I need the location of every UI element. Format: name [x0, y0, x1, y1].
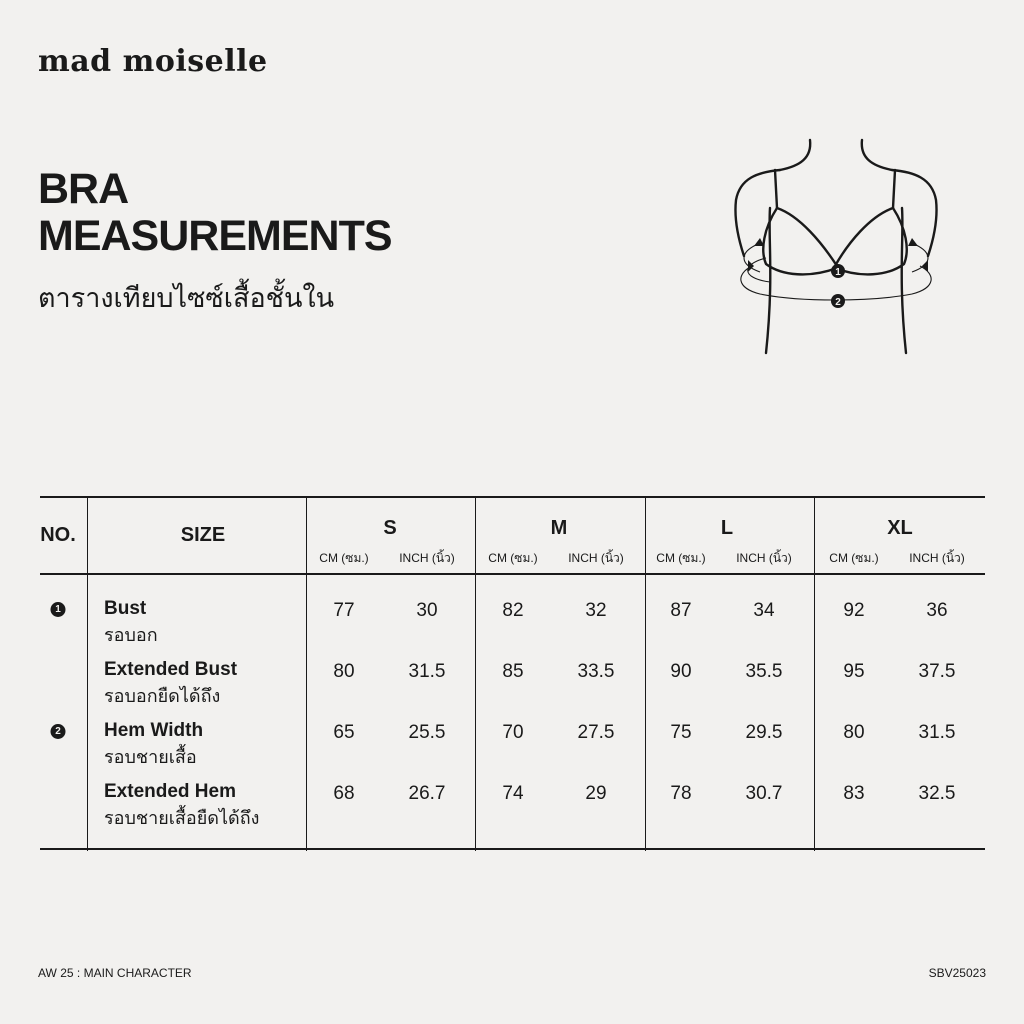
- row-label-extended-hem-thai: รอบชายเสื้อยืดได้ถึง: [104, 808, 260, 828]
- table-cell: 68: [333, 783, 355, 804]
- footer-collection: AW 25 : MAIN CHARACTER: [38, 966, 192, 980]
- diagram-marker-2: 2: [835, 297, 841, 308]
- table-divider: [814, 496, 815, 851]
- table-cell: 90: [670, 661, 692, 682]
- unit-inch: INCH (นิ้ว): [399, 551, 455, 565]
- page-title-line-2: MEASUREMENTS: [38, 212, 392, 260]
- unit-cm: CM (ซม.): [319, 551, 369, 565]
- table-cell: 26.7: [408, 783, 446, 804]
- page-title-line-1: BRA: [38, 165, 129, 213]
- table-header-rule: [40, 573, 985, 575]
- header-no: NO.: [40, 524, 76, 546]
- unit-inch: INCH (นิ้ว): [736, 551, 792, 565]
- header-size-m: M: [550, 517, 568, 539]
- table-cell: 32: [585, 600, 607, 621]
- table-divider: [306, 496, 307, 851]
- row-label-extended-bust-thai: รอบอกยืดได้ถึง: [104, 686, 221, 706]
- footer-product-code: SBV25023: [928, 966, 986, 980]
- table-cell: 30: [416, 600, 438, 621]
- page-title: [38, 166, 392, 260]
- table-cell: 31.5: [918, 722, 956, 743]
- table-cell: 25.5: [408, 722, 446, 743]
- size-chart-table: [40, 496, 985, 851]
- table-cell: 34: [753, 600, 775, 621]
- page-subtitle-thai: ตารางเทียบไซซ์เสื้อชั้นใน: [38, 283, 335, 313]
- table-cell: 80: [843, 722, 865, 743]
- row-label-hem-width: Hem Width: [104, 720, 204, 741]
- brand-logo: mad moiselle: [38, 44, 268, 79]
- unit-inch: INCH (นิ้ว): [568, 551, 624, 565]
- table-cell: 31.5: [408, 661, 446, 682]
- row-label-extended-bust: Extended Bust: [104, 659, 238, 680]
- header-size-xl: XL: [887, 517, 913, 539]
- row-label-hem-width-thai: รอบชายเสื้อ: [104, 747, 197, 767]
- header-size-s: S: [383, 517, 397, 539]
- table-cell: 75: [670, 722, 692, 743]
- header-size: SIZE: [180, 524, 226, 546]
- table-top-rule: [40, 496, 985, 498]
- table-divider: [645, 496, 646, 851]
- table-cell: 30.7: [745, 783, 783, 804]
- table-cell: 70: [502, 722, 524, 743]
- table-cell: 35.5: [745, 661, 783, 682]
- table-cell: 85: [502, 661, 524, 682]
- table-divider: [87, 496, 88, 851]
- table-cell: 78: [670, 783, 692, 804]
- table-cell: 29.5: [745, 722, 783, 743]
- table-cell: 87: [670, 600, 692, 621]
- row-number-badge: 2: [51, 724, 66, 739]
- table-cell: 83: [843, 783, 865, 804]
- table-cell: 37.5: [918, 661, 956, 682]
- table-cell: 77: [333, 600, 355, 621]
- table-cell: 36: [926, 600, 948, 621]
- unit-inch: INCH (นิ้ว): [909, 551, 965, 565]
- table-cell: 92: [843, 600, 865, 621]
- bra-diagram-illustration: [730, 138, 950, 358]
- table-cell: 65: [333, 722, 355, 743]
- table-cell: 29: [585, 783, 607, 804]
- row-label-bust-thai: รอบอก: [104, 625, 158, 645]
- table-cell: 27.5: [577, 722, 615, 743]
- table-cell: 95: [843, 661, 865, 682]
- row-label-bust: Bust: [104, 598, 147, 619]
- row-label-extended-hem: Extended Hem: [104, 781, 236, 802]
- unit-cm: CM (ซม.): [488, 551, 538, 565]
- table-cell: 74: [502, 783, 524, 804]
- table-bottom-rule: [40, 848, 985, 850]
- unit-cm: CM (ซม.): [829, 551, 879, 565]
- header-size-l: L: [720, 517, 734, 539]
- table-cell: 80: [333, 661, 355, 682]
- table-cell: 33.5: [577, 661, 615, 682]
- unit-cm: CM (ซม.): [656, 551, 706, 565]
- row-number-badge: 1: [51, 602, 66, 617]
- table-cell: 82: [502, 600, 524, 621]
- table-cell: 32.5: [918, 783, 956, 804]
- diagram-marker-1: 1: [835, 267, 841, 278]
- table-divider: [475, 496, 476, 851]
